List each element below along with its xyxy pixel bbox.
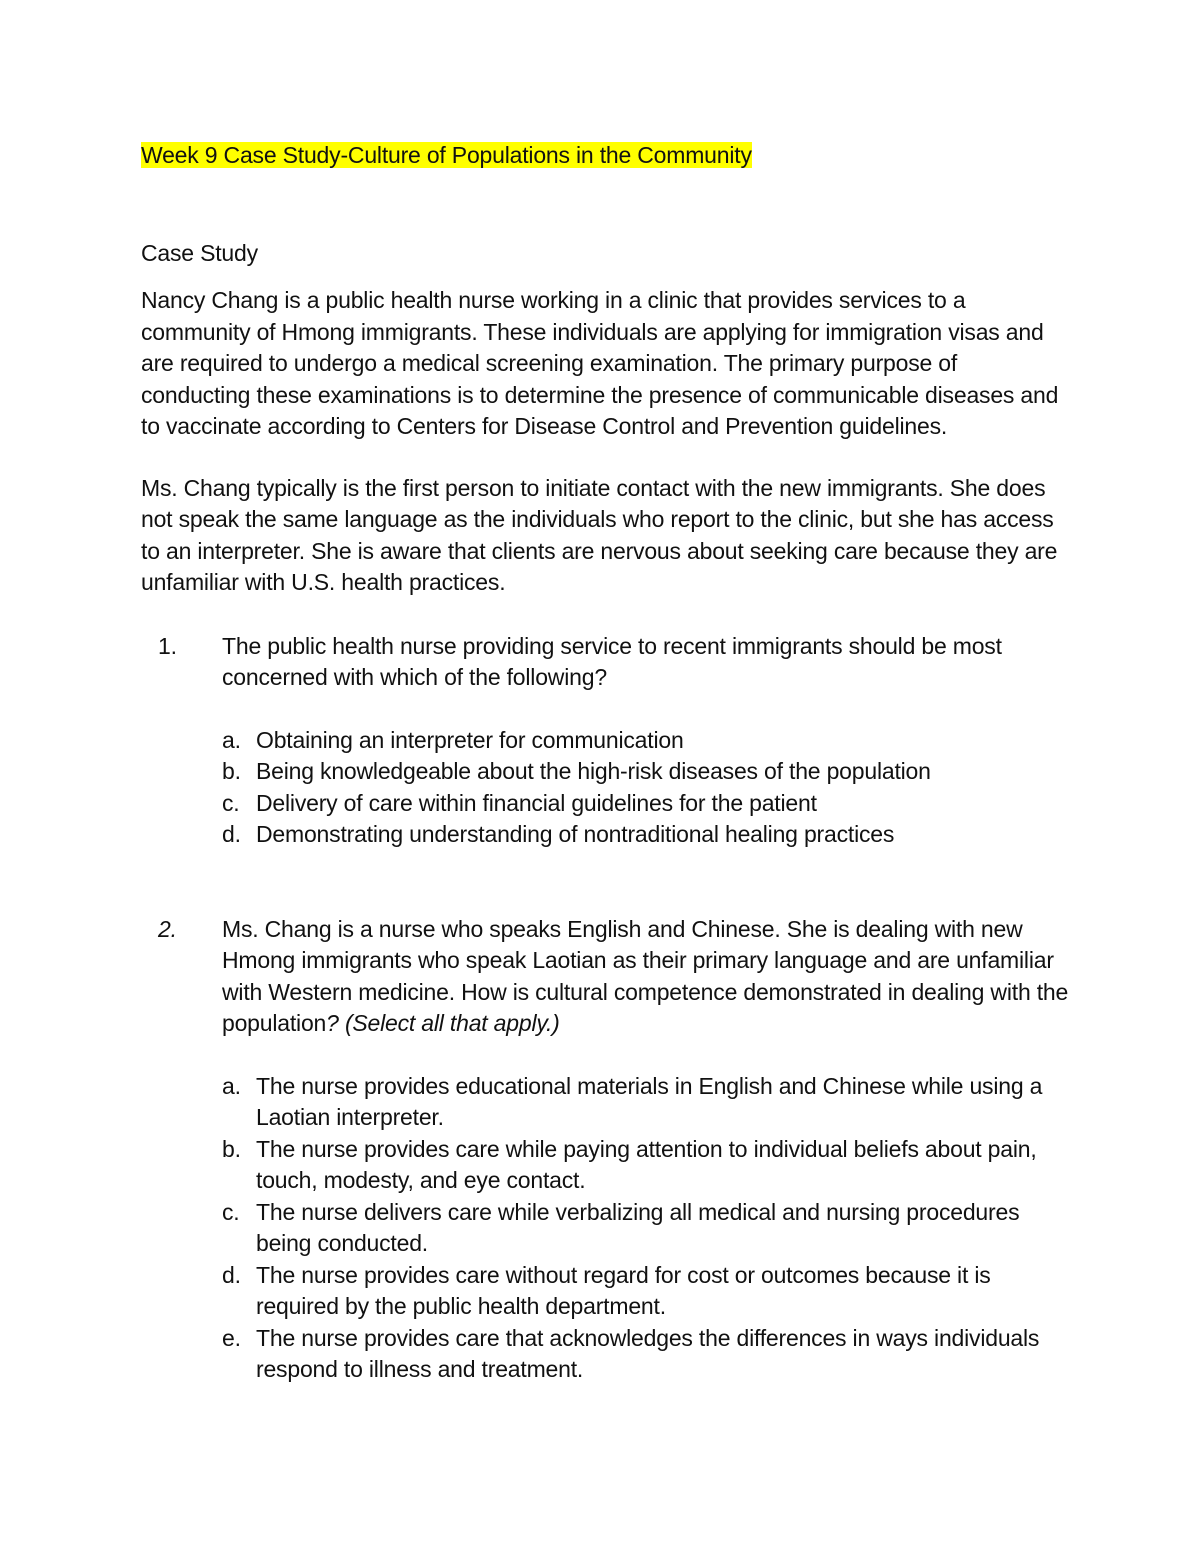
option-item [141,1323,1071,1386]
document-body [141,140,1071,1386]
option-item [141,1197,1071,1260]
question-number: 1. [158,632,177,659]
question-2-options [141,1071,1071,1386]
option-text: Delivery of care within financial guidelines for the patient [256,789,817,816]
question-1 [141,631,1071,694]
question-text: The public health nurse providing service to recent immigrants should be most concerned with which of the following? [222,632,1002,690]
question-instruction: ? (Select all that apply.) [326,1010,560,1036]
question-number: 2. [158,915,177,942]
option-text: Being knowledgeable about the high-risk diseases of the population [256,758,931,784]
option-item [141,725,1071,757]
option-text: The nurse provides care that acknowledges the differences in ways individuals respond to illness and treatment. [256,1324,1040,1382]
question-2 [141,914,1071,1040]
option-label: e. [222,1324,241,1351]
section-heading: Case Study [141,239,258,266]
option-text: The nurse delivers care while verbalizing all medical and nursing procedures being conducted. [256,1198,1020,1256]
option-item [141,1071,1071,1134]
option-label: d. [222,1261,241,1288]
option-item [141,756,1071,788]
option-text: Demonstrating understanding of nontraditional healing practices [256,821,895,847]
option-label: c. [222,789,240,816]
option-text: The nurse provides care without regard for cost or outcomes because it is required by the public health department. [256,1261,991,1319]
option-label: b. [222,758,241,784]
option-text: Obtaining an interpreter for communication [256,726,684,753]
option-label: d. [222,821,241,847]
option-label: a. [222,1072,241,1099]
option-text: The nurse provides care while paying attention to individual beliefs about pain, touch, modesty, and eye contact. [256,1135,1037,1193]
option-item [141,1260,1071,1323]
case-paragraph-2: Ms. Chang typically is the first person to initiate contact with the new immigrants. She does not speak the same language as the individuals who report to the clinic, but she has access to an interpreter. She is aware that clients are nervous about seeking care because they are unfamiliar with U.S. health practices. [141,474,1058,595]
highlighted-title-text: Week 9 Case Study-Culture of Populations in the Community [141,142,752,168]
question-1-options [141,725,1071,851]
option-label: a. [222,726,241,753]
question-text: Ms. Chang is a nurse who speaks English and Chinese. She is dealing with new Hmong immigrants who speak Laotian as their primary language and are unfamiliar with Western medicine. How is cultural competence demonstrated in dealing with the population? (Select all that apply.) [222,915,1069,1036]
option-label: b. [222,1135,241,1162]
document-title [141,140,1071,172]
option-item [141,788,1071,820]
option-text: The nurse provides educational materials in English and Chinese while using a Laotian interpreter. [256,1072,1043,1130]
case-paragraph-1: Nancy Chang is a public health nurse working in a clinic that provides services to a community of Hmong immigrants. These individuals are applying for immigration visas and are required to undergo a medical screening examination. The primary purpose of conducting these examinations is to determine the presence of communicable diseases and to vaccinate according to Centers for Disease Control and Prevention guidelines. [141,287,1059,439]
option-label: c. [222,1198,240,1225]
option-item [141,1134,1071,1197]
option-item [141,819,1071,851]
